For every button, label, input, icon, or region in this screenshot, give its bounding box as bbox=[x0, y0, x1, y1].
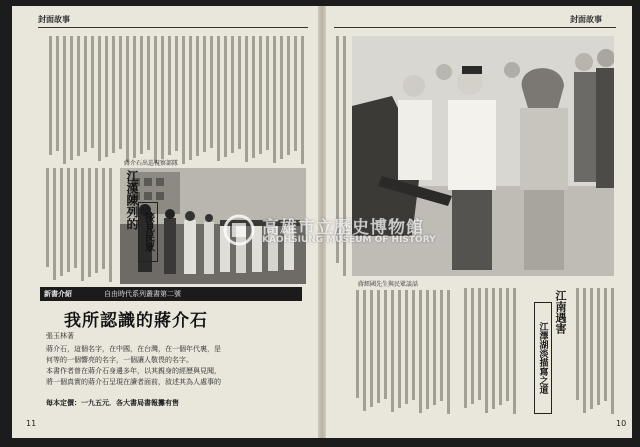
text-column-line bbox=[102, 168, 105, 269]
right-article-text-bottom-a bbox=[460, 288, 518, 414]
text-column-line bbox=[109, 168, 112, 282]
text-column-line bbox=[294, 36, 297, 151]
book-intro bbox=[46, 344, 296, 388]
text-column-line bbox=[46, 168, 49, 267]
right-page bbox=[324, 6, 632, 438]
text-column-line bbox=[231, 36, 234, 153]
left-photo-caption: 蔣介石出巡視察部隊 bbox=[124, 160, 179, 167]
text-column-line bbox=[492, 288, 495, 409]
text-column-line bbox=[56, 36, 59, 151]
text-column-line bbox=[419, 290, 422, 413]
text-column-line bbox=[356, 290, 359, 398]
text-column-line bbox=[384, 290, 387, 399]
left-page-header: 封面故事 bbox=[38, 15, 70, 24]
text-column-line bbox=[398, 290, 401, 408]
text-column-line bbox=[67, 168, 70, 272]
left-page bbox=[12, 6, 320, 438]
text-column-line bbox=[119, 36, 122, 149]
text-column-line bbox=[583, 288, 586, 413]
right-page-photo bbox=[352, 36, 614, 276]
text-column-line bbox=[464, 288, 467, 408]
text-column-line bbox=[426, 290, 429, 409]
text-column-line bbox=[377, 290, 380, 403]
watermark-english: KAOHSIUNG MUSEUM OF HISTORY bbox=[262, 235, 436, 245]
order-note: 每本定價：一九五元．各大書局書報攤有售 bbox=[46, 399, 179, 407]
text-column-line bbox=[147, 36, 150, 150]
right-photo-caption: 蔣經國先生與民眾談話 bbox=[358, 281, 419, 288]
text-column-line bbox=[84, 36, 87, 152]
text-column-line bbox=[189, 36, 192, 160]
text-column-line bbox=[175, 36, 178, 151]
text-column-line bbox=[203, 36, 206, 152]
text-column-line bbox=[604, 288, 607, 401]
text-column-line bbox=[363, 290, 366, 411]
intro-line: 何等的一個響亮的名字，一個讓人敬畏的名字。 bbox=[46, 356, 193, 364]
text-column-line bbox=[506, 288, 509, 401]
text-column-line bbox=[287, 36, 290, 155]
text-column-line bbox=[447, 290, 450, 414]
text-column-line bbox=[126, 36, 129, 162]
right-vertical-title: 江南遇害 bbox=[554, 290, 567, 334]
text-column-line bbox=[597, 288, 600, 405]
text-column-line bbox=[95, 168, 98, 273]
intro-line: 蔣介石，這個名字，在中國，在台灣，在一個年代裏，是 bbox=[46, 345, 221, 353]
text-column-line bbox=[182, 36, 185, 164]
text-column-line bbox=[77, 36, 80, 156]
left-header-rule bbox=[38, 27, 308, 28]
text-column-line bbox=[81, 168, 84, 281]
left-article-text-column bbox=[42, 168, 114, 282]
text-column-line bbox=[168, 36, 171, 155]
text-column-line bbox=[224, 36, 227, 157]
text-column-line bbox=[499, 288, 502, 405]
text-column-line bbox=[238, 36, 241, 149]
magazine-spread bbox=[12, 6, 632, 438]
text-column-line bbox=[49, 36, 52, 155]
text-column-line bbox=[576, 288, 579, 400]
text-column-line bbox=[210, 36, 213, 148]
text-column-line bbox=[88, 168, 91, 277]
text-column-line bbox=[196, 36, 199, 156]
right-page-number: 10 bbox=[616, 419, 627, 428]
left-article-text-top bbox=[42, 36, 306, 164]
watermark-chinese: 高雄市立歷史博物館 bbox=[262, 218, 424, 238]
left-vertical-box: 接見民眾 bbox=[138, 202, 158, 262]
text-column-line bbox=[245, 36, 248, 162]
text-column-line bbox=[266, 36, 269, 150]
text-column-line bbox=[105, 36, 108, 157]
intro-line: 將一個真實的蔣介石呈現在讀者面前，敘述其為人處事的 bbox=[46, 378, 221, 386]
text-column-line bbox=[140, 36, 143, 154]
text-column-line bbox=[433, 290, 436, 405]
text-column-line bbox=[70, 36, 73, 160]
text-column-line bbox=[74, 168, 77, 268]
text-column-line bbox=[513, 288, 516, 414]
book-banner bbox=[40, 287, 302, 301]
text-column-line bbox=[478, 288, 481, 400]
text-column-line bbox=[343, 36, 346, 276]
text-column-line bbox=[60, 168, 63, 276]
right-header-rule bbox=[334, 27, 616, 28]
right-vertical-box: 江澤湖淡描寫之道 bbox=[534, 302, 552, 414]
text-column-line bbox=[133, 36, 136, 158]
text-column-line bbox=[112, 36, 115, 153]
text-column-line bbox=[273, 36, 276, 163]
right-article-text-bottom-c bbox=[352, 290, 452, 414]
text-column-line bbox=[405, 290, 408, 404]
text-column-line bbox=[98, 36, 101, 161]
text-column-line bbox=[280, 36, 283, 159]
text-column-line bbox=[63, 36, 66, 164]
author-name: 張玉林著 bbox=[46, 332, 74, 340]
text-column-line bbox=[161, 36, 164, 159]
left-page-number: 11 bbox=[26, 419, 37, 428]
article-title: 我所認識的蔣介石 bbox=[64, 311, 208, 331]
text-column-line bbox=[590, 288, 593, 409]
text-column-line bbox=[440, 290, 443, 401]
text-column-line bbox=[53, 168, 56, 280]
text-column-line bbox=[485, 288, 488, 413]
right-page-header: 封面故事 bbox=[570, 15, 602, 24]
intro-line: 本書作者曾在蔣介石身邊多年，以其親身的經歷與見聞， bbox=[46, 367, 221, 375]
text-column-line bbox=[91, 36, 94, 148]
banner-label-left: 新書介紹 bbox=[44, 290, 72, 298]
text-column-line bbox=[252, 36, 255, 158]
text-column-line bbox=[370, 290, 373, 407]
text-column-line bbox=[217, 36, 220, 161]
text-column-line bbox=[391, 290, 394, 412]
text-column-line bbox=[259, 36, 262, 154]
right-article-text-top bbox=[332, 36, 348, 276]
text-column-line bbox=[611, 288, 614, 414]
text-column-line bbox=[336, 36, 339, 263]
text-column-line bbox=[471, 288, 474, 404]
text-column-line bbox=[412, 290, 415, 400]
right-article-text-bottom-b bbox=[570, 288, 616, 414]
left-vertical-title: 江漢陳列的 bbox=[125, 170, 139, 230]
text-column-line bbox=[154, 36, 157, 163]
banner-label-right: 自由時代系列叢書第二號 bbox=[104, 290, 181, 298]
text-column-line bbox=[301, 36, 304, 164]
